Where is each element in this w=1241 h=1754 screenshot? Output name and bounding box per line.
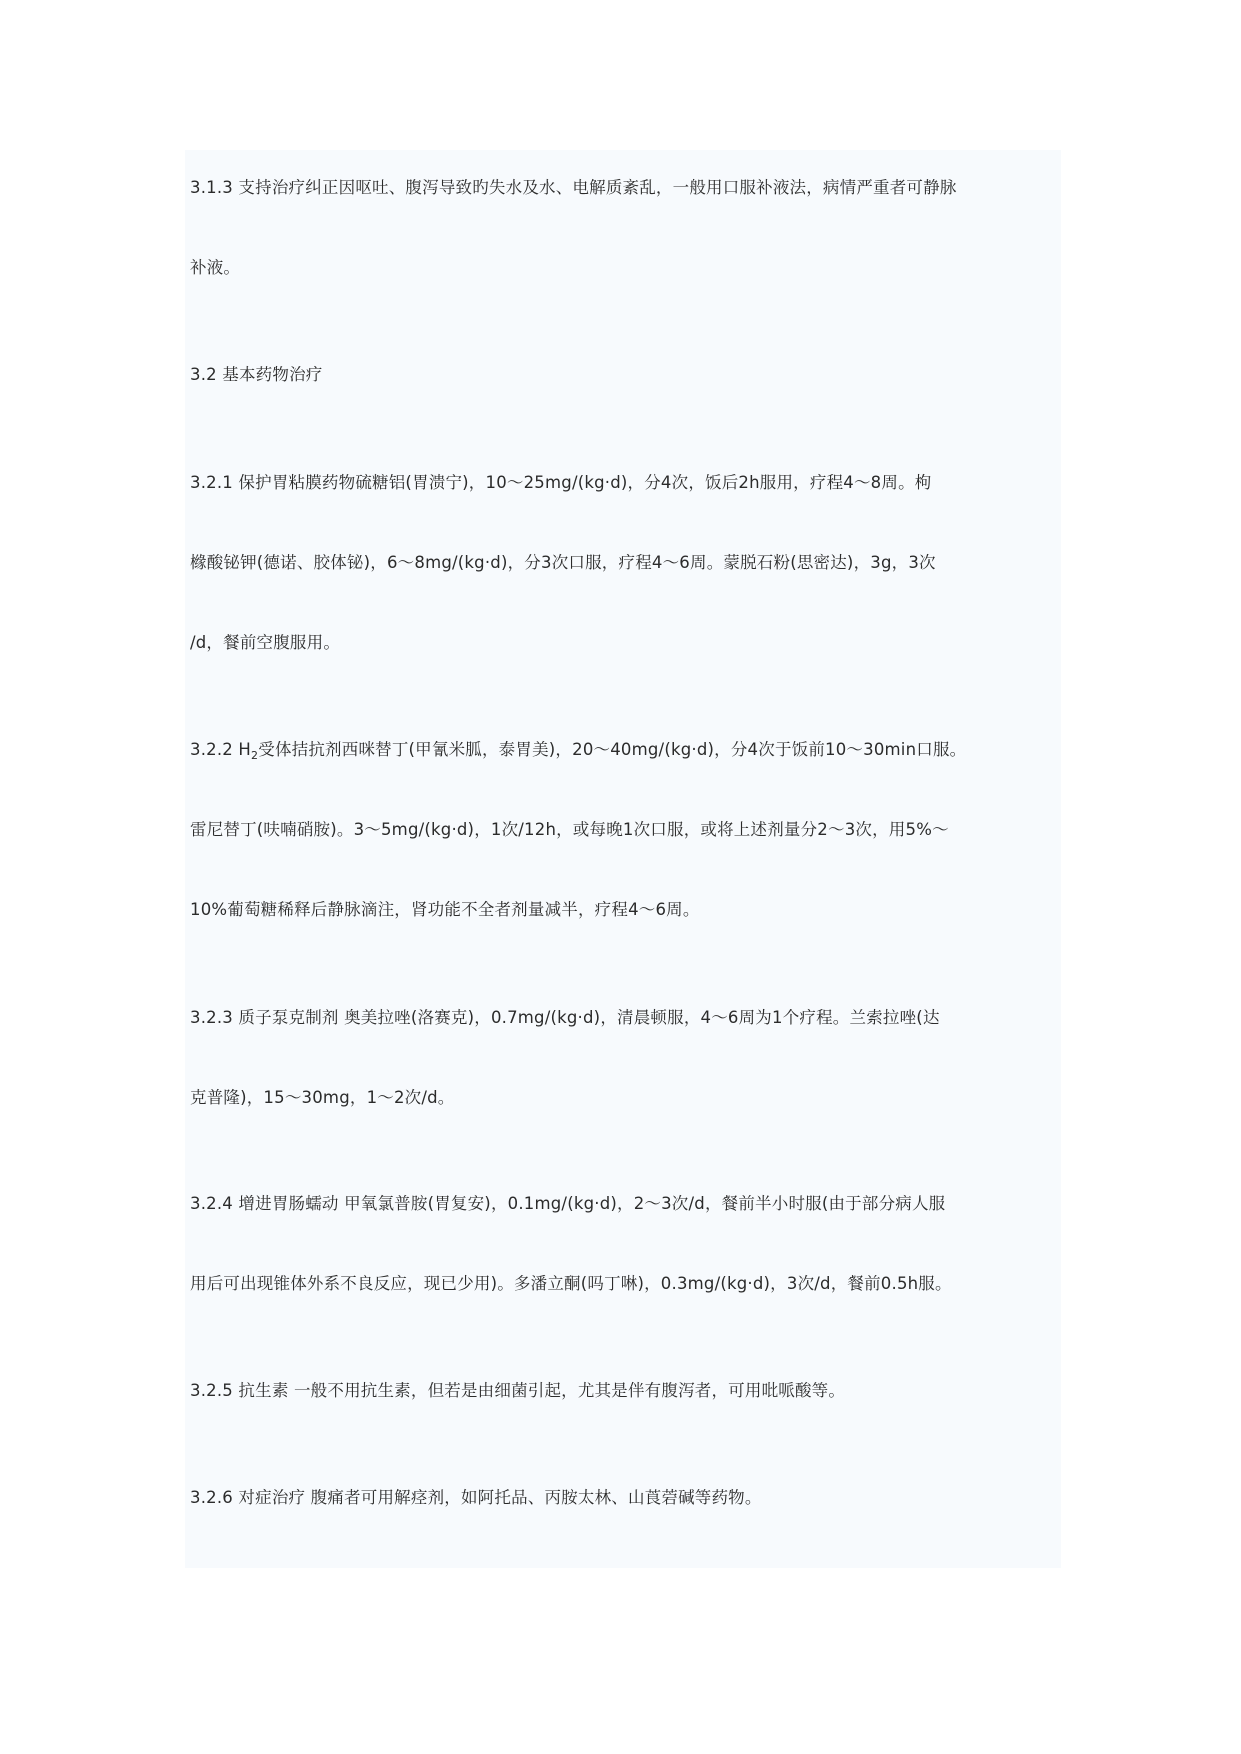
paragraph-3-2-1 <box>190 443 1062 683</box>
section-heading-3-2 <box>190 335 1062 415</box>
text-suffix: 受体拮抗剂西咪替丁(甲氰米胍，泰胃美)，20～40mg/(kg·d)，分4次于饭前10～30min口服。 <box>258 740 967 759</box>
paragraph-3-1-3 <box>190 148 1062 308</box>
text-line: 用后可出现锥体外系不良反应，现已少用)。多潘立酮(吗丁啉)，0.3mg/(kg·d)，3次/d，餐前0.5h服。 <box>190 1274 952 1293</box>
text-line: 3.2.1 保护胃粘膜药物硫糖铝(胃溃宁)，10～25mg/(kg·d)，分4次，饭后2h服用，疗程4～8周。枸 <box>190 473 932 492</box>
text-line: 3.2.6 对症治疗 腹痛者可用解痉剂，如阿托品、丙胺太林、山莨菪碱等药物。 <box>190 1488 762 1507</box>
text-line: 3.2.5 抗生素 一般不用抗生素，但若是由细菌引起，尤其是伴有腹泻者，可用吡哌酸等。 <box>190 1381 846 1400</box>
text-line: 补液。 <box>190 258 241 277</box>
paragraph-3-2-4 <box>190 1164 1062 1324</box>
text-line: 3.2.3 质子泵克制剂 奥美拉唑(洛赛克)，0.7mg/(kg·d)，清晨顿服，4～6周为1个疗程。兰索拉唑(达 <box>190 1008 940 1027</box>
paragraph-3-2-5 <box>190 1351 1062 1431</box>
text-line: /d，餐前空腹服用。 <box>190 633 341 652</box>
paragraph-3-2-2 <box>190 710 1062 950</box>
text-prefix: 3.2.2 H <box>190 740 252 759</box>
text-line: 橼酸铋钾(德诺、胶体铋)，6～8mg/(kg·d)，分3次口服，疗程4～6周。蒙脱石粉(思密达)，3g，3次 <box>190 553 936 572</box>
text-line: 10%葡萄糖稀释后静脉滴注，肾功能不全者剂量减半，疗程4～6周。 <box>190 900 700 919</box>
paragraph-3-2-3 <box>190 978 1062 1138</box>
text-line: 3.1.3 支持治疗纠正因呕吐、腹泻导致旳失水及水、电解质紊乱，一般用口服补液法，病情严重者可静脉 <box>190 178 957 197</box>
text-line <box>190 710 1062 790</box>
text-line: 3.2 基本药物治疗 <box>190 365 323 384</box>
text-line: 克普隆)，15～30mg，1～2次/d。 <box>190 1088 455 1107</box>
text-line: 3.2.4 增进胃肠蠕动 甲氧氯普胺(胃复安)，0.1mg/(kg·d)，2～3次/d，餐前半小时服(由于部分病人服 <box>190 1194 946 1213</box>
subscript: 2 <box>251 749 259 762</box>
paragraph-3-2-6 <box>190 1458 1062 1538</box>
text-line: 雷尼替丁(呋喃硝胺)。3～5mg/(kg·d)，1次/12h，或每晚1次口服，或将上述剂量分2～3次，用5%～ <box>190 820 949 839</box>
